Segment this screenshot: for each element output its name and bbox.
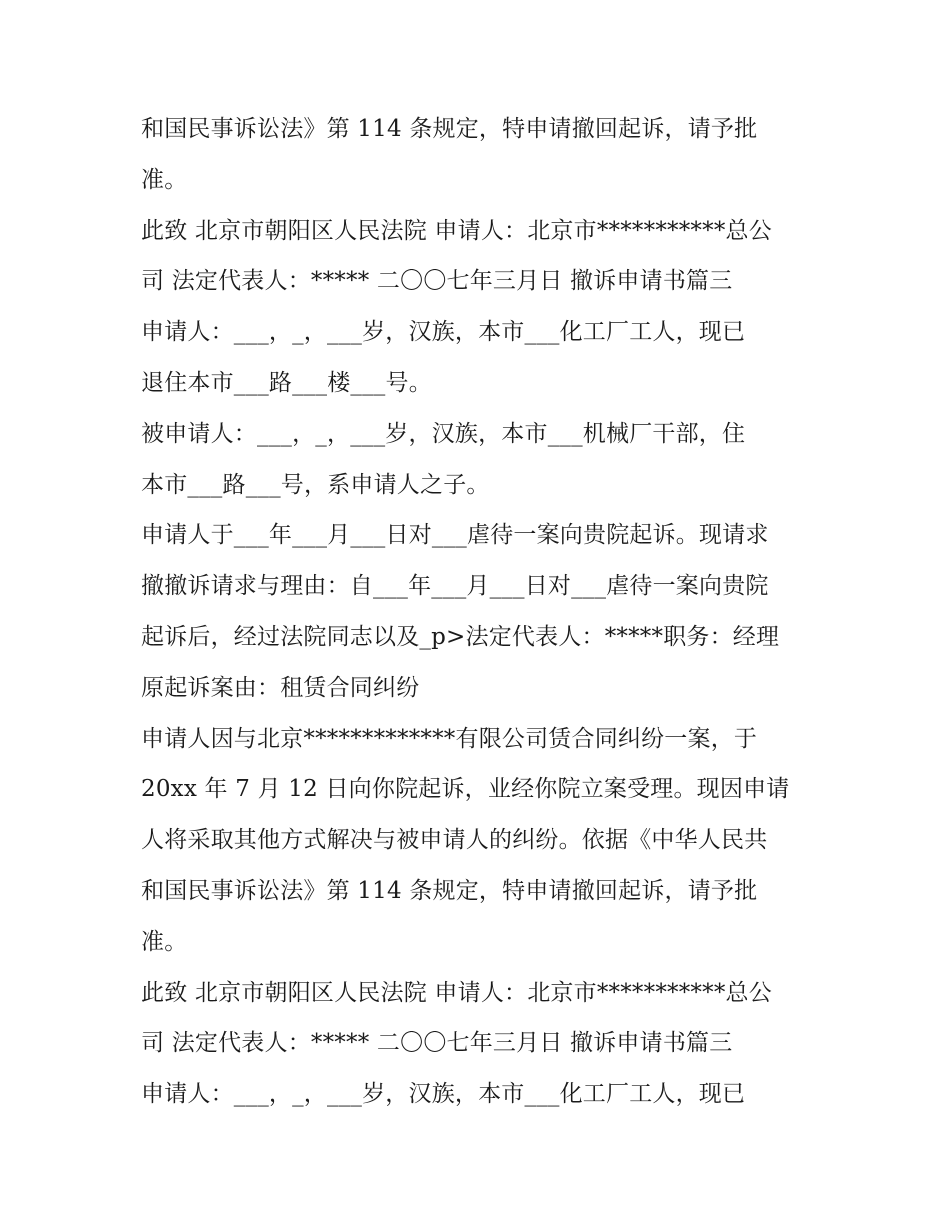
text-line: 和国民事诉讼法》第 114 条规定，特申请撤回起诉，请予批 — [141, 116, 758, 142]
text-line: 人将采取其他方式解决与被申请人的纠纷。依据《中华人民共 — [141, 827, 768, 854]
text-line: 申请人：___，_，___岁，汉族，本市___化工厂工人，现已 — [141, 1081, 746, 1108]
document-body — [141, 104, 821, 1120]
text-line: 原起诉案由：租赁合同纠纷 — [141, 674, 420, 701]
text-line: 准。 — [141, 166, 188, 193]
text-line: 申请人于___年___月___日对___虐待一案向贵院起诉。现请求 — [141, 522, 769, 549]
text-line: 被申请人：___，_，___岁，汉族，本市___机械厂干部，住 — [141, 420, 746, 447]
text-line: 申请人因与北京*************有限公司赁合同纠纷一案，于 — [141, 725, 758, 752]
text-line: 此致 北京市朝阳区人民法院 申请人：北京市***********总公 — [141, 217, 772, 244]
text-line: 申请人：___，_，___岁，汉族，本市___化工厂工人，现已 — [141, 319, 746, 346]
text-line: 撤撤诉请求与理由：自___年___月___日对___虐待一案向贵院 — [141, 573, 769, 600]
text-line: 20xx 年 7 月 12 日向你院起诉，业经你院立案受理。现因申请 — [141, 776, 790, 803]
text-line: 退住本市___路___楼___号。 — [141, 369, 432, 396]
text-line: 本市___路___号，系申请人之子。 — [141, 471, 490, 498]
text-line: 准。 — [141, 928, 188, 955]
text-line: 司 法定代表人：***** 二〇〇七年三月日 撤诉申请书篇三 — [141, 268, 733, 295]
text-line: 此致 北京市朝阳区人民法院 申请人：北京市***********总公 — [141, 979, 772, 1006]
text-line: 起诉后，经过法院同志以及_p>法定代表人：*****职务：经理 — [141, 623, 780, 650]
text-line: 和国民事诉讼法》第 114 条规定，特申请撤回起诉，请予批 — [141, 877, 758, 904]
text-line: 司 法定代表人：***** 二〇〇七年三月日 撤诉申请书篇三 — [141, 1030, 733, 1057]
